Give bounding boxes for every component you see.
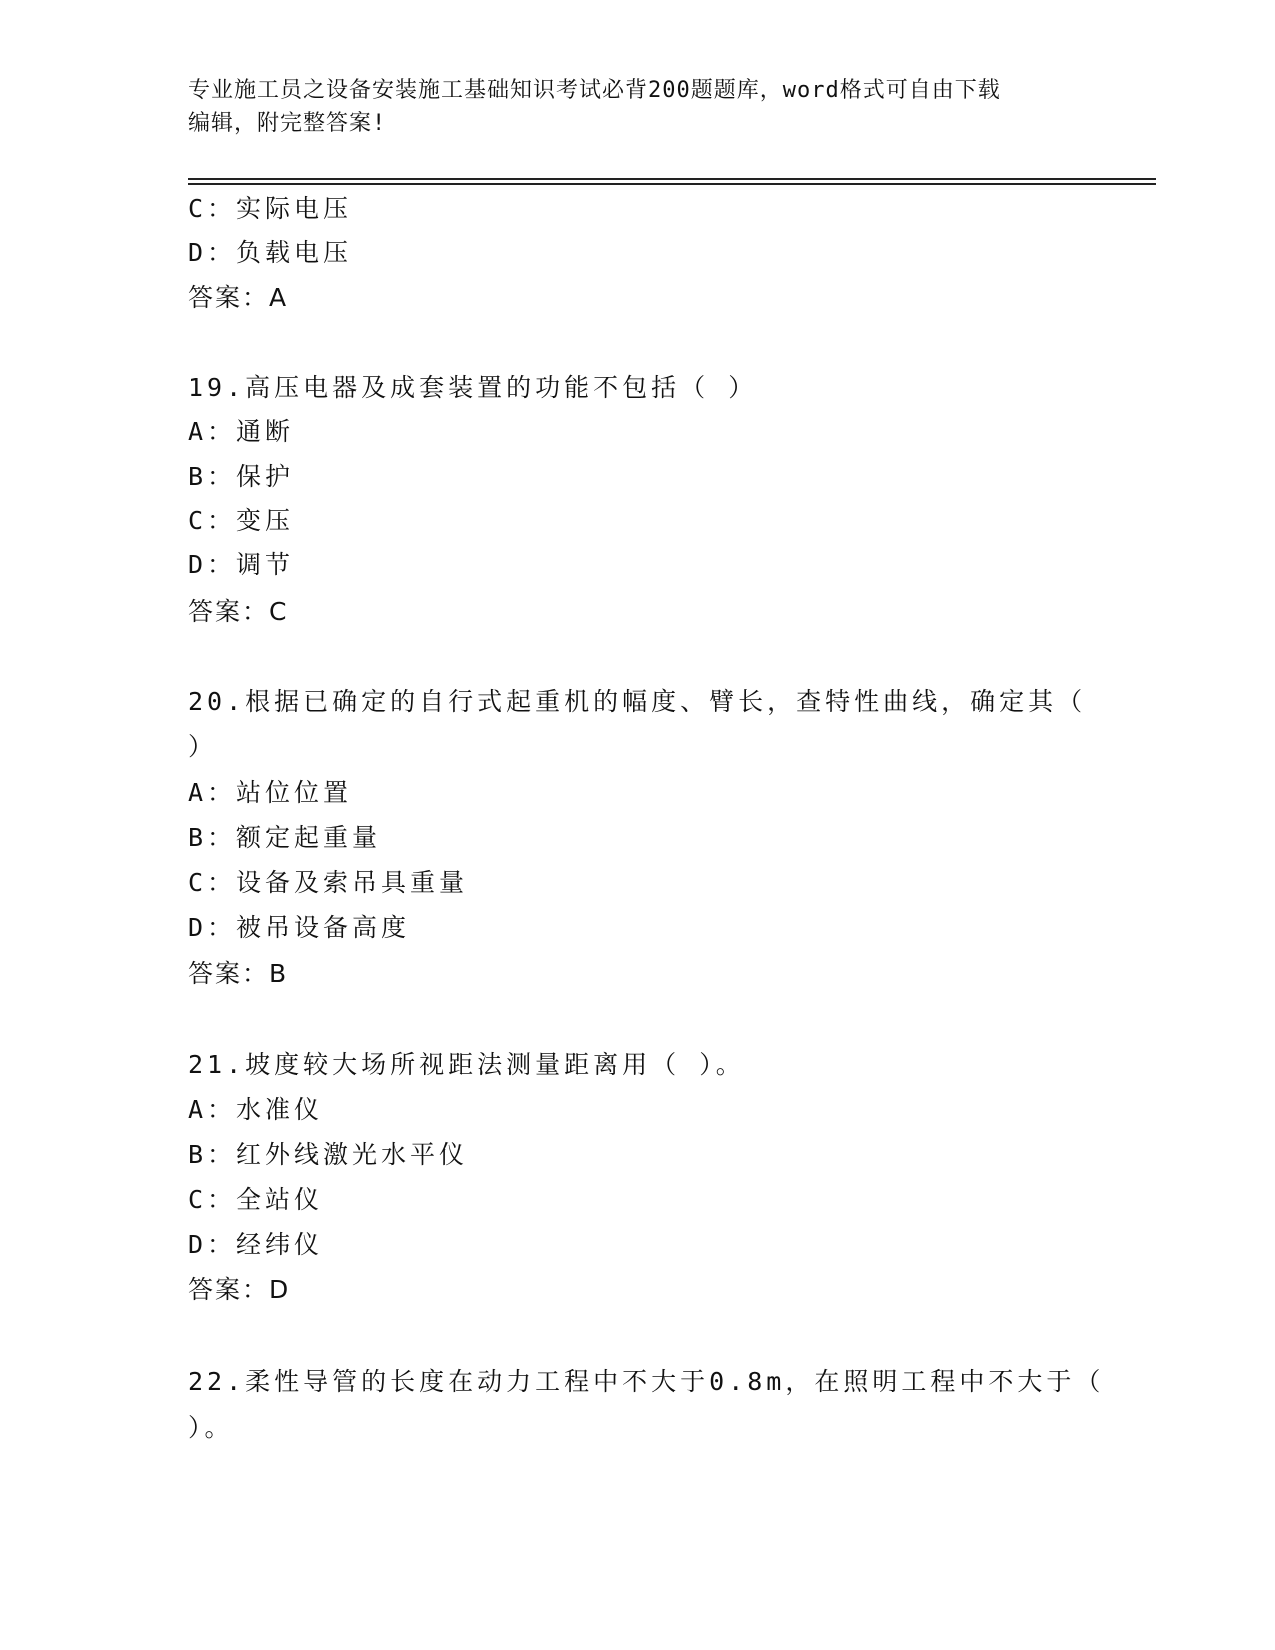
q18-answer: 答案：A [188, 283, 289, 312]
q20-option-d: D：被吊设备高度 [188, 913, 411, 942]
q19-option-d: D：调节 [188, 550, 295, 579]
q21-option-a: A：水准仪 [188, 1095, 324, 1124]
q20-option-c: C：设备及索吊具重量 [188, 868, 469, 897]
header-rule-top [188, 178, 1156, 180]
q19-option-b: B：保护 [188, 462, 295, 491]
header-line-2: 编辑，附完整答案! [188, 111, 387, 136]
q21-answer: 答案：D [188, 1275, 291, 1304]
q21-option-c: C：全站仪 [188, 1185, 324, 1214]
q21-option-d: D：经纬仪 [188, 1230, 324, 1259]
q19-question: 19.高压电器及成套装置的功能不包括（ ） [188, 373, 758, 402]
header-rule-bottom [188, 183, 1156, 185]
q22-question-line-1: 22.柔性导管的长度在动力工程中不大于0.8m，在照明工程中不大于（ [188, 1367, 1105, 1396]
document-header [188, 74, 1088, 140]
q19-answer: 答案：C [188, 597, 289, 626]
q22-question-line-2: ）。 [188, 1413, 234, 1442]
q20-option-a: A：站位位置 [188, 778, 353, 807]
q19-option-a: A：通断 [188, 417, 295, 446]
q20-question-line-2: ） [188, 732, 218, 761]
q19-option-c: C：变压 [188, 506, 295, 535]
q20-question-line-1: 20.根据已确定的自行式起重机的幅度、臂长，查特性曲线，确定其（ [188, 687, 1087, 716]
q21-option-b: B：红外线激光水平仪 [188, 1140, 469, 1169]
q20-answer: 答案：B [188, 959, 289, 988]
header-line-1: 专业施工员之设备安装施工基础知识考试必背200题题库，word格式可自由下载 [188, 78, 1001, 103]
q18-option-d: D：负载电压 [188, 238, 353, 267]
q20-option-b: B：额定起重量 [188, 823, 382, 852]
q18-option-c: C：实际电压 [188, 194, 353, 223]
q21-question: 21.坡度较大场所视距法测量距离用（ ）。 [188, 1050, 745, 1079]
